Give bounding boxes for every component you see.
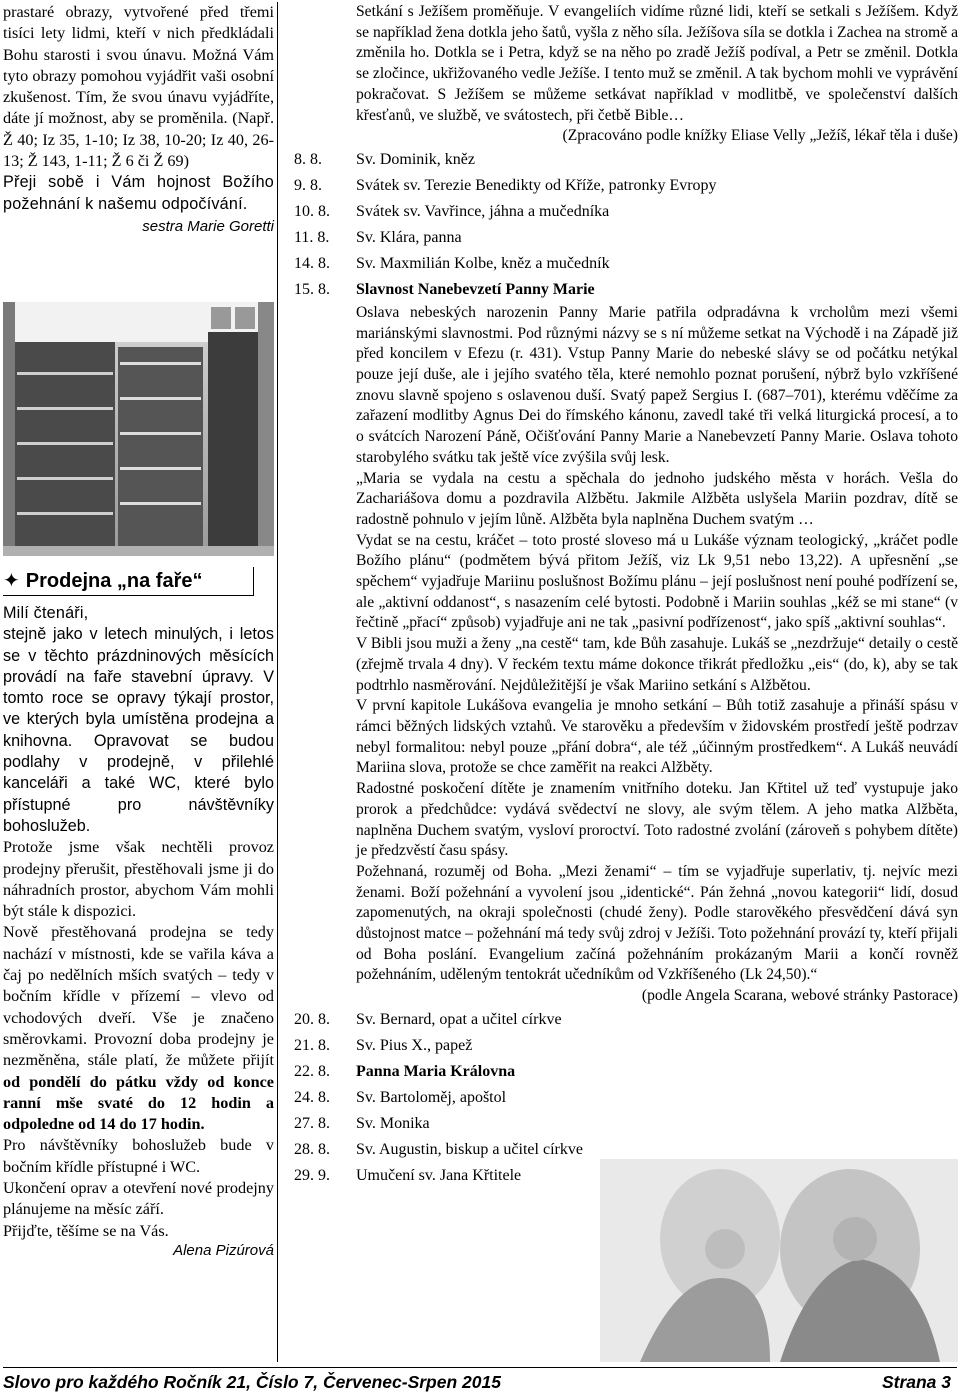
shop-article [3,603,274,1259]
date-row [294,251,958,277]
saint-name: Umučení sv. Jana Křtitele [356,1166,522,1184]
visitation-illustration [600,1159,958,1362]
saint-name: Sv. Pius X., papež [356,1036,473,1054]
saint-name: Sv. Klára, panna [356,228,462,246]
section-heading [3,567,254,596]
greeting: Milí čtenáři, [3,604,89,622]
feast-article [356,303,958,1007]
feast-para-5: V první kapitole Lukášova evangelia je mnoho setkání – Bůh totiž zasahuje a přináší spásu v rámci běžných lidských vztahů. Ve starověku a především v židovském prostředí ještě podrzav nebyl formalitou: nebyl pouze „přání dobra“, ale též „účinným prostředkem“. A Lukáš neuvádí Mariina slova, protože se chce zaměřit na reakci Alžběty. [356,697,958,777]
date-row [294,1033,958,1059]
date-label: 24. 8. [294,1088,330,1106]
section-heading-text: Prodejna „na faře“ [25,570,203,592]
date-row [294,1059,958,1085]
saint-name: Sv. Bernard, opat a učitel církve [356,1010,562,1028]
date-row [294,225,958,251]
date-label: 27. 8. [294,1114,330,1132]
date-label: 29. 9. [294,1166,330,1184]
saint-name: Sv. Augustin, biskup a učitel církve [356,1140,583,1158]
date-row [294,173,958,199]
date-label: 20. 8. [294,1010,330,1028]
top-source: (Zpracováno podle knížky Eliase Velly „Ježíš, lékař těla i duše) [562,127,958,145]
saint-name: Sv. Bartoloměj, apoštol [356,1088,507,1106]
saint-name: Slavnost Nanebevzetí Panny Marie [356,280,595,298]
para-1: stejně jako v letech minulých, i letos se v těchto prázdninových měsících provádí na faře stavební úpravy. V tomto roce se opravy týkají prostor, ve kterých byla umístěna prodejna a knihovna. Opravovat se budou podlahy v prodejně, v přilehlé kanceláři a také WC, které bylo přístupné pro návštěvníky bohoslužeb. [3,625,274,835]
date-label: 22. 8. [294,1062,330,1080]
date-row [294,277,958,303]
date-label: 10. 8. [294,202,330,220]
opening-hours: od pondělí do pátku vždy od konce ranní mše svaté do 12 hodin a odpoledne od 14 do 17 hodin. [3,1072,274,1134]
para-3 [3,922,274,1135]
feast-source: (podle Angela Scarana, webové stránky Pastorace) [641,987,958,1005]
date-label: 11. 8. [294,228,330,246]
page-footer [3,1367,957,1394]
saint-name: Sv. Maxmilián Kolbe, kněz a mučedník [356,254,610,272]
para-4: Pro návštěvníky bohoslužeb bude v bočním křídle přístupné i WC. [3,1136,274,1176]
intro-block [3,2,274,235]
saint-name: Panna Maria Královna [356,1062,516,1080]
date-row [294,1111,958,1137]
date-label: 28. 8. [294,1140,330,1158]
date-label: 21. 8. [294,1036,330,1054]
footer-page-number: Strana 3 [881,1372,951,1392]
feast-para-4: V Bibli jsou muži a ženy „na cestě“ tam, kde Bůh zasahuje. Lukáš se „nezdržuje“ detaily o cestě (zřejmě trvala 4 dny). V řeckém textu máme dokonce třikrát předložku „eis“ (do, k), aby se tak podtrhlo nasměrování. Nejdůležitější je však Mariino setkání s Alžbětou. [356,635,959,694]
feast-para-2: „Maria se vydala na cestu a spěchala do jednoho judského města v horách. Vešla do Zachariášova domu a pozdravila Alžbětu. Jakmile Alžběta uslyšela Mariin pozdrav, dítě se radostně pohnulo v jejím lůně. Alžběta byla naplněna Duchem svatým … [356,469,958,528]
date-label: 15. 8. [294,280,330,298]
feast-para-1: Oslava nebeských narozenin Panny Marie patřila odpradávna k vrcholům mezi všemi mariánskými slavnostmi. Pod různými názvy se s ní můžeme setkat na Východě i na Západě již před koncilem v Efezu (r. 431). Vstup Panny Marie do nebeské slávy se od počátku netýkal pouze její duše, ale i jejího svatého těla, které nemohlo poznat porušení, nýbrž bylo vzkříšené znovu slavně spojeno s oslavenou duší. Svatý papež Sergius I. (687–701), kterému vděčíme za zařazení modlitby Agnus Dei do římského kánonu, zavedl také tři velká liturgická procesí, a to o svátcích Narození Páně, Očišťování Panny Marie a Nanebevzetí Panny Marie. Oslava tohoto starobylého svátku tak ještě více zvýšila svůj lesk. [356,303,958,466]
date-row [294,147,958,173]
dates-list-1 [294,147,958,303]
saint-name: Svátek sv. Vavřince, jáhna a mučedníka [356,202,610,220]
date-label: 14. 8. [294,254,330,272]
top-text: Setkání s Ježíšem proměňuje. V evangeliích vidíme různé lidi, kteří se setkali s Ježíšem. Když se například žena dotkla jeho šatů, vyšla z něho síla. Ježíšova síla se dotkla i Zachea na stromě a změnila ho. Dotkla se i Petra, když se na něho po zradě Ježíš podíval, a Petr se změnil. Dotkla se zločince, ukřižovaného vedle Ježíše. I tento muž se změnil. A tak bychom mohli ve vyprávění pokračovat. S Ježíšem se můžeme setkávat například v modlitbě, ve společenství dalších křesťanů, ve službě, ve svátostech, při četbě Bible… [356,3,958,124]
feast-para-3: Vydat se na cestu, kráčet – toto prosté sloveso má u Lukáše význam teologický, „kráčet podle Božího plánu“ (podmětem bývá přitom Ježíš, viz Lk 9,51 nebo 13,22). A upřesnění „se spěchem“ vyjadřuje Mariinu poslušnost Božímu plánu – její poslušnost není pouhé podřízení se, ale „aktivní oddanost“, s nasazením celé bytosti. Podobně i Mariin souhlas „kéž se mi stane“ (v řečtině „přací“ způsob) vyjadřuje ani ne tak „pasivní podřízenost“, jako spíš „aktivní souhlas“. [356,531,958,632]
signature-pizurova: Alena Pizúrová [173,1241,274,1259]
feast-para-6: Radostné poskočení dítěte je znamením vnitřního doteku. Jan Křtitel už teď vystupuje jako prorok a předchůdce: vydává svědectví ne slovy, ale svým tělem. A jeho matka Alžběta, naplněna Duchem svatým, vysloví proroctví. Toto radostné zvolání (zároveň s pohybem dítěte) je předzvěstí času spásy. [356,780,958,860]
para-3-text: Nově přestěhovaná prodejna se tedy nachází v místnosti, kde se vařila káva a čaj po nedělních mších svatých – tedy v bočním křídle v přízemí – vlevo od vchodových dveří. Vše je značeno směrovkami. Provozní doba prodejny je nezměněna, stále platí, že můžete přijít [3,923,274,1070]
para-6: Přijďte, těšíme se na Vás. [3,1221,169,1240]
top-block [356,2,958,147]
para-5: Ukončení oprav a otevření nové prodejny plánujeme na měsíc září. [3,1179,274,1219]
date-row [294,199,958,225]
artwork-visitation [600,1159,958,1362]
shop-photo [3,302,274,556]
left-column [3,2,278,1362]
footer-publication: Slovo pro každého Ročník 21, Číslo 7, Červenec-Srpen 2015 [3,1372,501,1392]
para-2: Protože jsme však nechtěli provoz prodejny přerušit, přestěhovali jsme ji do náhradních prostor, abychom Vám mohli být stále k dispozici. [3,838,274,921]
date-row [294,1007,958,1033]
date-label: 9. 8. [294,176,322,194]
right-column [294,2,958,1189]
saint-name: Sv. Monika [356,1114,430,1132]
wish-text: Přeji sobě i Vám hojnost Božího požehnání k našemu odpočívání. [3,173,274,213]
date-label: 8. 8. [294,150,322,168]
date-row [294,1085,958,1111]
signature-goretti: sestra Marie Goretti [142,217,274,235]
intro-text: prastaré obrazy, vytvořené před třemi tisíci lety lidmi, kteří v nich předkládali Bohu starosti i svou únavu. Možná Vám tyto obrazy pomohou vyjádřit vaši osobní zkušenost. Tím, že svou únavu vyjádříte, dáte jí možnost, aby se proměnila. (Např. Ž 40; Iz 35, 1-10; Iz 38, 10-20; Iz 40, 26-13; Ž 143, 1-11; Ž 6 či Ž 69) [3,3,274,171]
feast-para-7: Požehnaná, rozuměj od Boha. „Mezi ženami“ – tím se vyjadřuje superlativ, tj. nejvíc mezi ženami. Boží požehnání a vyvolení jsou „identické“. Pán žehná „novou kategorii“ lidí, dosud zapomenutých, na okraji společnosti (chudé ženy). Podle starověkého přesvědčení dává syn důstojnost matce – požehnání má tedy svůj zdroj v Ježíši. Toto požehnání provází ty, kteří přijali od Boha poslání. Evangelium začíná požehnáním prokázaným Marii a končí rovněž požehnáním, uděleným tentokrát učedníkům od Vzkříšeného (Lk 24,50).“ [356,862,958,984]
star-icon: ✦ [3,570,20,592]
saint-name: Sv. Dominik, kněz [356,150,475,168]
saint-name: Svátek sv. Terezie Benedikty od Kříže, patronky Evropy [356,176,717,194]
